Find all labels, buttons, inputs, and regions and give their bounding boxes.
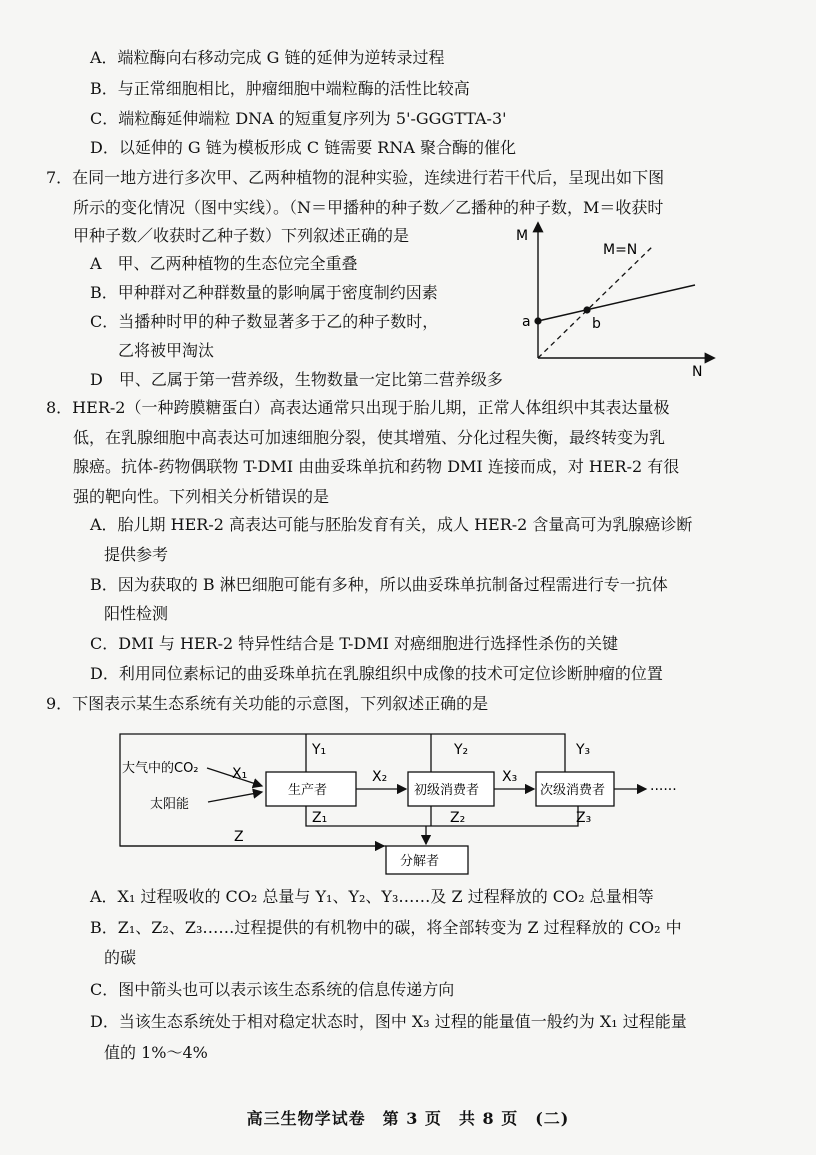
q8-option-a: A．胎儿期 HER-2 高表达可能与胚胎发育有关，成人 HER-2 含量高可为乳腺癌诊断 bbox=[90, 515, 693, 534]
z1-label: Z₁ bbox=[312, 810, 328, 826]
y1-label: Y₁ bbox=[312, 742, 327, 758]
solid-curve bbox=[538, 285, 695, 321]
producer-label: 生产者 bbox=[288, 783, 328, 798]
q8-option-a-cont: 提供参考 bbox=[104, 545, 169, 564]
q6-option-d: D．以延伸的 G 链为模板形成 C 链需要 RNA 聚合酶的催化 bbox=[90, 138, 516, 157]
q9-option-d-cont: 值的 1%～4% bbox=[104, 1043, 208, 1062]
q7-graph bbox=[508, 218, 718, 378]
q8-option-c: C．DMI 与 HER-2 特异性结合是 T-DMI 对癌细胞进行选择性杀伤的关键 bbox=[90, 634, 619, 653]
q6-option-a: A．端粒酶向右移动完成 G 链的延伸为逆转录过程 bbox=[90, 48, 445, 67]
q7-option-a: A 甲、乙两种植物的生态位完全重叠 bbox=[90, 254, 358, 273]
q7-stem-line1: 7．在同一地方进行多次甲、乙两种植物的混种实验，连续进行若干代后，呈现出如下图 bbox=[46, 168, 665, 187]
m-equals-n-label: M=N bbox=[603, 242, 638, 258]
m-equals-n-line bbox=[538, 246, 653, 358]
sun-label: 太阳能 bbox=[150, 797, 190, 812]
secondary-consumer-label: 次级消费者 bbox=[540, 783, 606, 798]
continuation-dots: ······ bbox=[650, 782, 677, 798]
q8-option-d: D．利用同位素标记的曲妥珠单抗在乳腺组织中成像的技术可定位诊断肿瘤的位置 bbox=[90, 664, 663, 683]
q9-option-b: B．Z₁、Z₂、Z₃……过程提供的有机物中的碳，将全部转变为 Z 过程释放的 CO₂ 中 bbox=[90, 918, 682, 937]
q7-option-d: D 甲、乙属于第一营养级，生物数量一定比第二营养级多 bbox=[90, 370, 503, 389]
y3-label: Y₃ bbox=[576, 742, 591, 758]
point-a-label: a bbox=[522, 314, 531, 330]
q7-stem-line2: 所示的变化情况（图中实线）。（N＝甲播种的种子数／乙播种的种子数，M＝收获时 bbox=[73, 198, 664, 217]
q6-option-b: B．与正常细胞相比，肿瘤细胞中端粒酶的活性比较高 bbox=[90, 79, 470, 98]
q6-option-c: C．端粒酶延伸端粒 DNA 的短重复序列为 5'-GGGTTA-3' bbox=[90, 109, 507, 128]
q7-option-c-cont: 乙将被甲淘汰 bbox=[118, 341, 215, 360]
q8-option-b-cont: 阳性检测 bbox=[104, 604, 169, 623]
q7-option-c: C．当播种时甲的种子数显著多于乙的种子数时， bbox=[90, 312, 439, 331]
y-axis-label: M bbox=[516, 228, 529, 244]
y2-label: Y₂ bbox=[454, 742, 469, 758]
q8-stem-line3: 腺癌。抗体-药物偶联物 T-DMI 由曲妥珠单抗和药物 DMI 连接而成，对 HER-2 有很 bbox=[73, 457, 680, 476]
x3-label: X₃ bbox=[502, 769, 518, 785]
q9-option-d: D．当该生态系统处于相对稳定状态时，图中 X₃ 过程的能量值一般约为 X₁ 过程能量 bbox=[90, 1012, 687, 1031]
z3-label: Z₃ bbox=[576, 810, 592, 826]
page-footer: 高三生物学试卷 第 3 页 共 8 页 (二) bbox=[246, 1109, 570, 1128]
q7-stem-line3: 甲种子数／收获时乙种子数）下列叙述正确的是 bbox=[73, 226, 410, 245]
z-label: Z bbox=[234, 829, 244, 845]
q8-stem-line1: 8．HER-2（一种跨膜糖蛋白）高表达通常只出现于胎儿期，正常人体组织中其表达量极 bbox=[46, 398, 670, 417]
q9-option-a: A．X₁ 过程吸收的 CO₂ 总量与 Y₁、Y₂、Y₃……及 Z 过程释放的 CO₂ 总量相等 bbox=[90, 887, 654, 906]
q8-stem-line4: 强的靶向性。下列相关分析错误的是 bbox=[73, 487, 330, 506]
z2-label: Z₂ bbox=[450, 810, 466, 826]
q9-option-c: C．图中箭头也可以表示该生态系统的信息传递方向 bbox=[90, 980, 455, 999]
q7-option-b: B．甲种群对乙种群数量的影响属于密度制约因素 bbox=[90, 283, 438, 302]
primary-consumer-label: 初级消费者 bbox=[414, 783, 480, 798]
q9-option-b-cont: 的碳 bbox=[104, 948, 137, 967]
q8-stem-line2: 低，在乳腺细胞中高表达可加速细胞分裂，使其增殖、分化过程失衡，最终转变为乳 bbox=[73, 428, 666, 447]
q8-option-b: B．因为获取的 B 淋巴细胞可能有多种，所以曲妥珠单抗制备过程需进行专一抗体 bbox=[90, 575, 668, 594]
point-a-dot bbox=[534, 317, 541, 324]
x2-label: X₂ bbox=[372, 769, 388, 785]
decomposer-label: 分解者 bbox=[400, 854, 440, 869]
x1-label: X₁ bbox=[232, 766, 248, 782]
co2-label: 大气中的CO₂ bbox=[122, 761, 199, 776]
point-b-dot bbox=[583, 306, 590, 313]
q9-stem: 9．下图表示某生态系统有关功能的示意图，下列叙述正确的是 bbox=[46, 694, 489, 713]
point-b-label: b bbox=[592, 316, 601, 332]
x-axis-label: N bbox=[692, 364, 703, 378]
q9-energy-flow-diagram bbox=[110, 726, 710, 876]
